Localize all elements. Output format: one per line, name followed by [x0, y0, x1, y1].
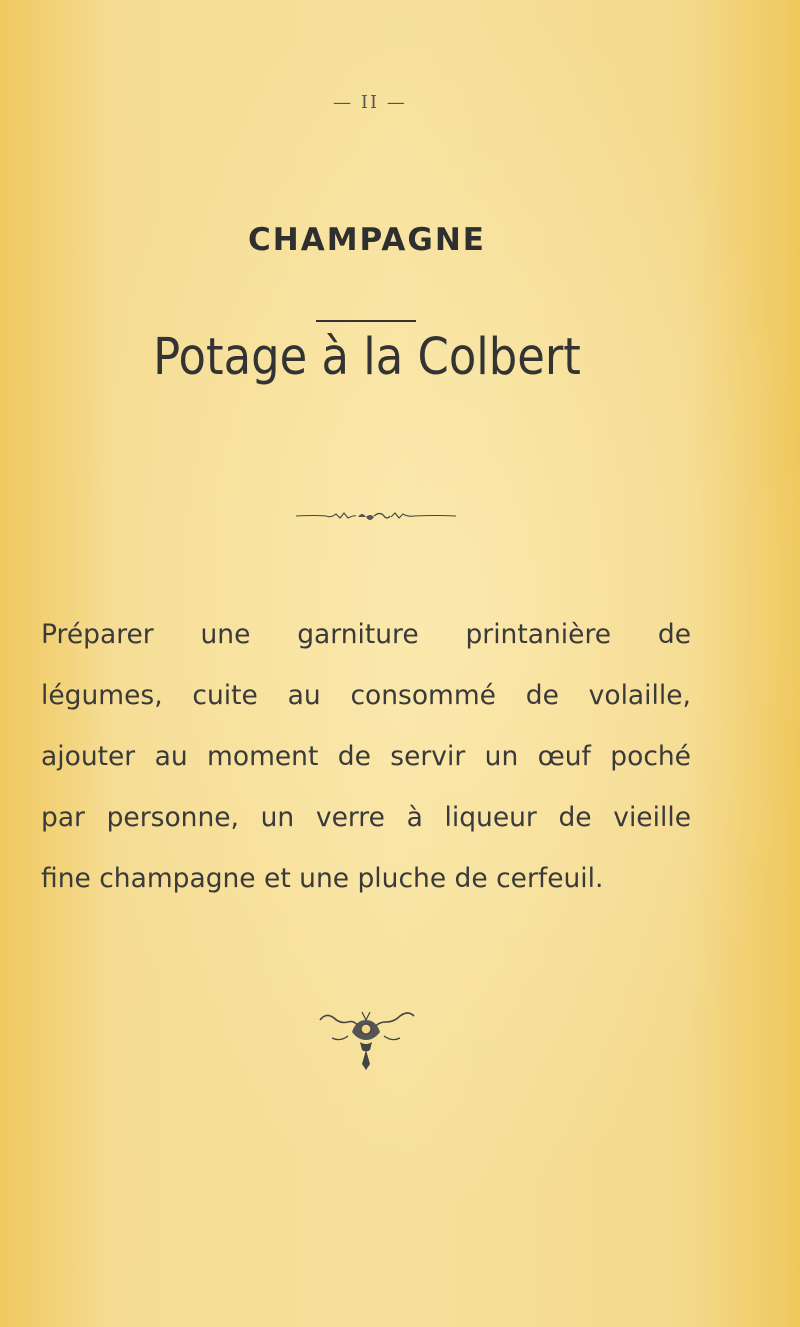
recipe-line: ajouter au moment de servir un œuf poché	[41, 741, 691, 772]
wine-heading: CHAMPAGNE	[248, 222, 486, 258]
flourish-ornament	[296, 505, 456, 525]
recipe-line: par personne, un verre à liqueur de vieille	[41, 802, 691, 833]
recipe-line: légumes, cuite au consommé de volaille,	[41, 680, 691, 711]
recipe-line: fine champagne et une pluche de cerfeuil.	[41, 863, 604, 894]
divider-rule	[316, 320, 416, 322]
recipe-line: Préparer une garniture printanière de	[41, 619, 691, 650]
fleuron-ornament	[312, 1006, 422, 1076]
page-number: — II —	[333, 92, 407, 113]
recipe-text	[41, 604, 691, 909]
dish-title: Potage à la Colbert	[153, 328, 581, 387]
